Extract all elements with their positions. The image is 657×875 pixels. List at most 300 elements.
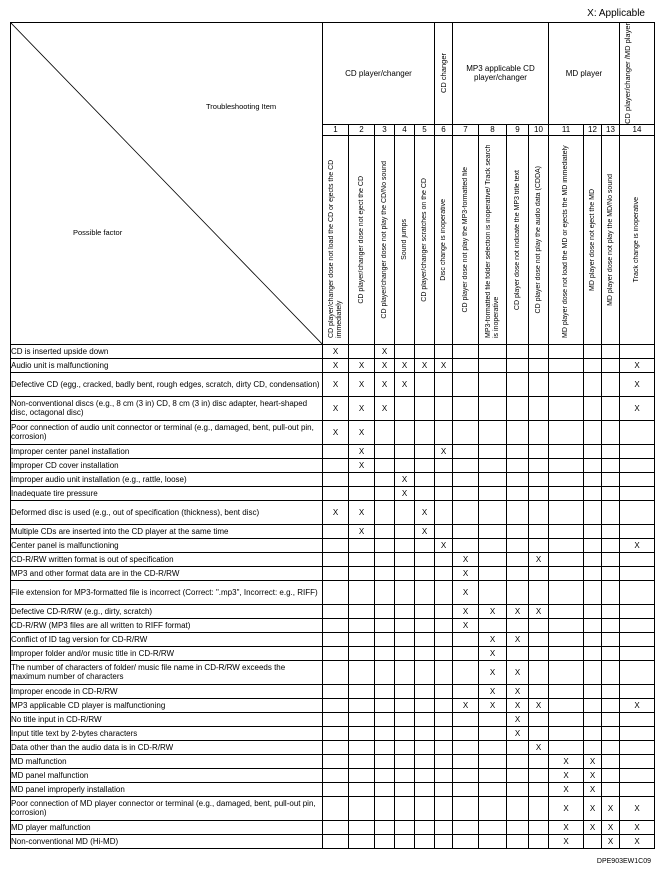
- mark-cell: X: [323, 344, 349, 358]
- column-number-13: 13: [602, 124, 620, 135]
- column-number-6: 6: [435, 124, 453, 135]
- table-row: [11, 604, 655, 618]
- mark-cell: [415, 698, 435, 712]
- mark-cell: [602, 684, 620, 698]
- mark-cell: [602, 344, 620, 358]
- mark-cell: [349, 712, 375, 726]
- mark-cell: X: [395, 372, 415, 396]
- mark-cell: [453, 660, 479, 684]
- mark-cell: X: [584, 820, 602, 834]
- possible-factor-cell: CD-R/RW (MP3 files are all written to RIFF format): [11, 618, 323, 632]
- mark-cell: [602, 768, 620, 782]
- mark-cell: [435, 684, 453, 698]
- mark-cell: [453, 768, 479, 782]
- mark-cell: X: [507, 698, 529, 712]
- mark-cell: [507, 444, 529, 458]
- mark-cell: [529, 726, 549, 740]
- mark-cell: [435, 754, 453, 768]
- mark-cell: [479, 472, 507, 486]
- mark-cell: [349, 834, 375, 848]
- mark-cell: [507, 486, 529, 500]
- mark-cell: [395, 660, 415, 684]
- mark-cell: [323, 834, 349, 848]
- mark-cell: [620, 712, 655, 726]
- possible-factor-cell: MP3 applicable CD player is malfunctioning: [11, 698, 323, 712]
- possible-factor-cell: MP3 and other format data are in the CD-R/RW: [11, 566, 323, 580]
- mark-cell: X: [453, 698, 479, 712]
- mark-cell: [323, 458, 349, 472]
- mark-cell: X: [323, 372, 349, 396]
- troubleshooting-table: [10, 22, 655, 849]
- troubleshooting-item-9: CD player dose not indicate the MP3 title text: [507, 135, 529, 344]
- mark-cell: [435, 796, 453, 820]
- mark-cell: [479, 524, 507, 538]
- mark-cell: X: [620, 834, 655, 848]
- mark-cell: [435, 726, 453, 740]
- mark-cell: X: [507, 632, 529, 646]
- mark-cell: [584, 358, 602, 372]
- mark-cell: [375, 604, 395, 618]
- mark-cell: [395, 740, 415, 754]
- mark-cell: [529, 796, 549, 820]
- mark-cell: X: [479, 684, 507, 698]
- mark-cell: [584, 712, 602, 726]
- mark-cell: [395, 782, 415, 796]
- possible-factor-cell: The number of characters of folder/ music file name in CD-R/RW exceeds the maximum number of characters: [11, 660, 323, 684]
- mark-cell: X: [602, 834, 620, 848]
- mark-cell: X: [453, 580, 479, 604]
- mark-cell: [479, 796, 507, 820]
- table-row: [11, 524, 655, 538]
- mark-cell: [529, 768, 549, 782]
- column-number-1: 1: [323, 124, 349, 135]
- mark-cell: [479, 396, 507, 420]
- mark-cell: [529, 754, 549, 768]
- mark-cell: [479, 358, 507, 372]
- mark-cell: [349, 820, 375, 834]
- mark-cell: [323, 796, 349, 820]
- mark-cell: X: [529, 698, 549, 712]
- mark-cell: [415, 444, 435, 458]
- mark-cell: X: [349, 420, 375, 444]
- troubleshooting-item-14: Track change is inoperative: [620, 135, 655, 344]
- mark-cell: [620, 740, 655, 754]
- mark-cell: [415, 566, 435, 580]
- mark-cell: [479, 538, 507, 552]
- mark-cell: X: [549, 796, 584, 820]
- table-row: [11, 712, 655, 726]
- mark-cell: [479, 372, 507, 396]
- mark-cell: [584, 420, 602, 444]
- mark-cell: X: [375, 358, 395, 372]
- mark-cell: X: [323, 358, 349, 372]
- mark-cell: [602, 726, 620, 740]
- mark-cell: [602, 486, 620, 500]
- mark-cell: X: [620, 538, 655, 552]
- mark-cell: [602, 358, 620, 372]
- possible-factor-cell: MD player malfunction: [11, 820, 323, 834]
- mark-cell: [453, 646, 479, 660]
- mark-cell: [602, 782, 620, 796]
- mark-cell: [549, 444, 584, 458]
- mark-cell: [415, 754, 435, 768]
- table-row: [11, 500, 655, 524]
- mark-cell: [415, 726, 435, 740]
- mark-cell: X: [507, 604, 529, 618]
- mark-cell: [375, 580, 395, 604]
- table-row: [11, 740, 655, 754]
- mark-cell: [375, 782, 395, 796]
- mark-cell: [435, 604, 453, 618]
- mark-cell: [323, 538, 349, 552]
- mark-cell: [375, 834, 395, 848]
- mark-cell: [453, 754, 479, 768]
- mark-cell: [453, 820, 479, 834]
- table-row: [11, 726, 655, 740]
- mark-cell: [395, 768, 415, 782]
- mark-cell: [549, 580, 584, 604]
- mark-cell: X: [602, 820, 620, 834]
- mark-cell: X: [507, 660, 529, 684]
- mark-cell: [507, 834, 529, 848]
- mark-cell: [435, 834, 453, 848]
- mark-cell: [529, 618, 549, 632]
- mark-cell: [453, 782, 479, 796]
- mark-cell: [584, 660, 602, 684]
- table-row: [11, 754, 655, 768]
- mark-cell: [620, 754, 655, 768]
- possible-factor-cell: Improper audio unit installation (e.g., rattle, loose): [11, 472, 323, 486]
- mark-cell: [453, 358, 479, 372]
- mark-cell: [415, 604, 435, 618]
- possible-factor-cell: MD panel malfunction: [11, 768, 323, 782]
- possible-factor-cell: Poor connection of MD player connector or terminal (e.g., damaged, bent, pull-out pin, corrosion): [11, 796, 323, 820]
- mark-cell: [395, 524, 415, 538]
- mark-cell: [435, 372, 453, 396]
- mark-cell: [415, 712, 435, 726]
- possible-factor-cell: Defective CD-R/RW (e.g., dirty, scratch): [11, 604, 323, 618]
- table-row: [11, 458, 655, 472]
- mark-cell: [395, 580, 415, 604]
- mark-cell: [602, 538, 620, 552]
- possible-factor-cell: Center panel is malfunctioning: [11, 538, 323, 552]
- mark-cell: [602, 524, 620, 538]
- mark-cell: X: [435, 444, 453, 458]
- mark-cell: [395, 552, 415, 566]
- column-number-2: 2: [349, 124, 375, 135]
- mark-cell: X: [479, 660, 507, 684]
- table-row: [11, 782, 655, 796]
- mark-cell: [529, 580, 549, 604]
- mark-cell: [620, 604, 655, 618]
- mark-cell: [323, 524, 349, 538]
- mark-cell: X: [549, 820, 584, 834]
- mark-cell: X: [584, 754, 602, 768]
- possible-factor-cell: Deformed disc is used (e.g., out of specification (thickness), bent disc): [11, 500, 323, 524]
- mark-cell: [584, 726, 602, 740]
- mark-cell: X: [584, 782, 602, 796]
- mark-cell: [415, 796, 435, 820]
- mark-cell: [584, 344, 602, 358]
- mark-cell: [479, 458, 507, 472]
- mark-cell: [620, 344, 655, 358]
- mark-cell: [435, 420, 453, 444]
- mark-cell: [584, 444, 602, 458]
- mark-cell: [602, 458, 620, 472]
- mark-cell: [435, 618, 453, 632]
- mark-cell: [549, 698, 584, 712]
- mark-cell: [479, 486, 507, 500]
- mark-cell: [395, 754, 415, 768]
- troubleshooting-item-6: Disc change is inoperative: [435, 135, 453, 344]
- mark-cell: [435, 566, 453, 580]
- mark-cell: X: [529, 740, 549, 754]
- mark-cell: X: [395, 358, 415, 372]
- mark-cell: [323, 604, 349, 618]
- mark-cell: [549, 684, 584, 698]
- mark-cell: [584, 698, 602, 712]
- mark-cell: [602, 580, 620, 604]
- table-row: [11, 646, 655, 660]
- mark-cell: [375, 660, 395, 684]
- mark-cell: [349, 796, 375, 820]
- mark-cell: X: [584, 768, 602, 782]
- mark-cell: [602, 396, 620, 420]
- mark-cell: [349, 660, 375, 684]
- mark-cell: [395, 344, 415, 358]
- mark-cell: [395, 458, 415, 472]
- mark-cell: [415, 552, 435, 566]
- mark-cell: [479, 420, 507, 444]
- table-row: [11, 444, 655, 458]
- table-row: [11, 472, 655, 486]
- mark-cell: [529, 500, 549, 524]
- mark-cell: [453, 524, 479, 538]
- mark-cell: [415, 740, 435, 754]
- mark-cell: [620, 552, 655, 566]
- column-number-3: 3: [375, 124, 395, 135]
- mark-cell: [529, 632, 549, 646]
- mark-cell: [375, 632, 395, 646]
- mark-cell: [323, 566, 349, 580]
- mark-cell: [323, 472, 349, 486]
- mark-cell: X: [375, 344, 395, 358]
- table-row: [11, 420, 655, 444]
- mark-cell: [584, 632, 602, 646]
- mark-cell: [349, 538, 375, 552]
- mark-cell: [602, 632, 620, 646]
- mark-cell: [395, 618, 415, 632]
- mark-cell: [435, 768, 453, 782]
- mark-cell: [375, 566, 395, 580]
- mark-cell: [415, 768, 435, 782]
- mark-cell: X: [415, 358, 435, 372]
- mark-cell: [323, 712, 349, 726]
- mark-cell: X: [479, 646, 507, 660]
- mark-cell: [435, 712, 453, 726]
- mark-cell: [453, 632, 479, 646]
- mark-cell: [620, 660, 655, 684]
- mark-cell: [395, 820, 415, 834]
- mark-cell: [323, 486, 349, 500]
- mark-cell: [529, 834, 549, 848]
- mark-cell: [620, 684, 655, 698]
- mark-cell: [584, 538, 602, 552]
- mark-cell: [375, 646, 395, 660]
- mark-cell: X: [529, 604, 549, 618]
- mark-cell: [620, 632, 655, 646]
- mark-cell: [584, 566, 602, 580]
- mark-cell: [375, 472, 395, 486]
- mark-cell: [479, 552, 507, 566]
- mark-cell: [584, 646, 602, 660]
- mark-cell: [479, 618, 507, 632]
- mark-cell: X: [479, 698, 507, 712]
- mark-cell: [620, 782, 655, 796]
- mark-cell: [529, 684, 549, 698]
- mark-cell: [349, 754, 375, 768]
- mark-cell: [507, 820, 529, 834]
- mark-cell: [395, 604, 415, 618]
- troubleshooting-item-label: Troubleshooting Item: [206, 102, 277, 111]
- mark-cell: X: [602, 796, 620, 820]
- mark-cell: [584, 372, 602, 396]
- mark-cell: [375, 740, 395, 754]
- mark-cell: [349, 698, 375, 712]
- mark-cell: [479, 768, 507, 782]
- mark-cell: X: [453, 566, 479, 580]
- mark-cell: [549, 712, 584, 726]
- table-row: [11, 632, 655, 646]
- mark-cell: [529, 396, 549, 420]
- mark-cell: [435, 782, 453, 796]
- mark-cell: [395, 712, 415, 726]
- column-number-5: 5: [415, 124, 435, 135]
- mark-cell: [529, 646, 549, 660]
- mark-cell: [453, 344, 479, 358]
- mark-cell: [453, 712, 479, 726]
- mark-cell: [620, 486, 655, 500]
- mark-cell: [507, 538, 529, 552]
- mark-cell: [415, 782, 435, 796]
- mark-cell: [435, 500, 453, 524]
- mark-cell: [349, 566, 375, 580]
- mark-cell: [529, 472, 549, 486]
- mark-cell: [415, 660, 435, 684]
- mark-cell: [415, 580, 435, 604]
- mark-cell: [415, 420, 435, 444]
- mark-cell: [375, 712, 395, 726]
- mark-cell: [602, 604, 620, 618]
- mark-cell: [602, 372, 620, 396]
- mark-cell: [349, 486, 375, 500]
- mark-cell: [435, 820, 453, 834]
- mark-cell: [602, 472, 620, 486]
- mark-cell: [507, 344, 529, 358]
- mark-cell: [375, 552, 395, 566]
- mark-cell: [507, 618, 529, 632]
- mark-cell: [375, 500, 395, 524]
- mark-cell: [529, 712, 549, 726]
- mark-cell: [323, 820, 349, 834]
- possible-factor-cell: Improper center panel installation: [11, 444, 323, 458]
- mark-cell: [453, 486, 479, 500]
- mark-cell: [549, 486, 584, 500]
- mark-cell: [479, 782, 507, 796]
- mark-cell: X: [349, 458, 375, 472]
- mark-cell: X: [453, 552, 479, 566]
- mark-cell: [620, 566, 655, 580]
- mark-cell: [507, 358, 529, 372]
- possible-factor-cell: Poor connection of audio unit connector or terminal (e.g., damaged, bent, pull-out pin, corrosion): [11, 420, 323, 444]
- mark-cell: [584, 396, 602, 420]
- mark-cell: [435, 552, 453, 566]
- mark-cell: X: [453, 618, 479, 632]
- mark-cell: [602, 740, 620, 754]
- mark-cell: X: [620, 796, 655, 820]
- mark-cell: [584, 580, 602, 604]
- mark-cell: [395, 444, 415, 458]
- mark-cell: [529, 524, 549, 538]
- mark-cell: [453, 834, 479, 848]
- mark-cell: [620, 420, 655, 444]
- table-row: [11, 698, 655, 712]
- mark-cell: [349, 782, 375, 796]
- table-row: [11, 660, 655, 684]
- mark-cell: [602, 618, 620, 632]
- mark-cell: [395, 726, 415, 740]
- mark-cell: X: [349, 444, 375, 458]
- mark-cell: X: [395, 486, 415, 500]
- group-header-cd-player-changer: CD player/changer: [323, 23, 435, 125]
- mark-cell: [620, 444, 655, 458]
- mark-cell: [415, 372, 435, 396]
- mark-cell: [549, 396, 584, 420]
- mark-cell: [435, 646, 453, 660]
- mark-cell: [507, 768, 529, 782]
- document-id: DPE903EW1C09: [596, 858, 651, 865]
- mark-cell: [529, 420, 549, 444]
- mark-cell: [584, 552, 602, 566]
- mark-cell: [415, 458, 435, 472]
- mark-cell: [479, 344, 507, 358]
- mark-cell: [549, 458, 584, 472]
- mark-cell: [602, 552, 620, 566]
- mark-cell: X: [549, 754, 584, 768]
- mark-cell: [549, 726, 584, 740]
- mark-cell: [507, 552, 529, 566]
- mark-cell: [507, 396, 529, 420]
- mark-cell: [620, 524, 655, 538]
- possible-factor-label: Possible factor: [73, 228, 123, 237]
- mark-cell: [507, 420, 529, 444]
- group-header-mp3-cd-player: MP3 applicable CD player/changer: [453, 23, 549, 125]
- mark-cell: [584, 604, 602, 618]
- mark-cell: [602, 712, 620, 726]
- mark-cell: [507, 796, 529, 820]
- column-number-7: 7: [453, 124, 479, 135]
- mark-cell: [507, 566, 529, 580]
- possible-factor-cell: Inadequate tire pressure: [11, 486, 323, 500]
- mark-cell: [323, 684, 349, 698]
- troubleshooting-item-10: CD player dose not play the audio data (CDDA): [529, 135, 549, 344]
- mark-cell: [529, 458, 549, 472]
- legend: X: Applicable: [587, 8, 645, 19]
- mark-cell: [549, 344, 584, 358]
- table-row: [11, 566, 655, 580]
- mark-cell: [395, 420, 415, 444]
- mark-cell: [323, 754, 349, 768]
